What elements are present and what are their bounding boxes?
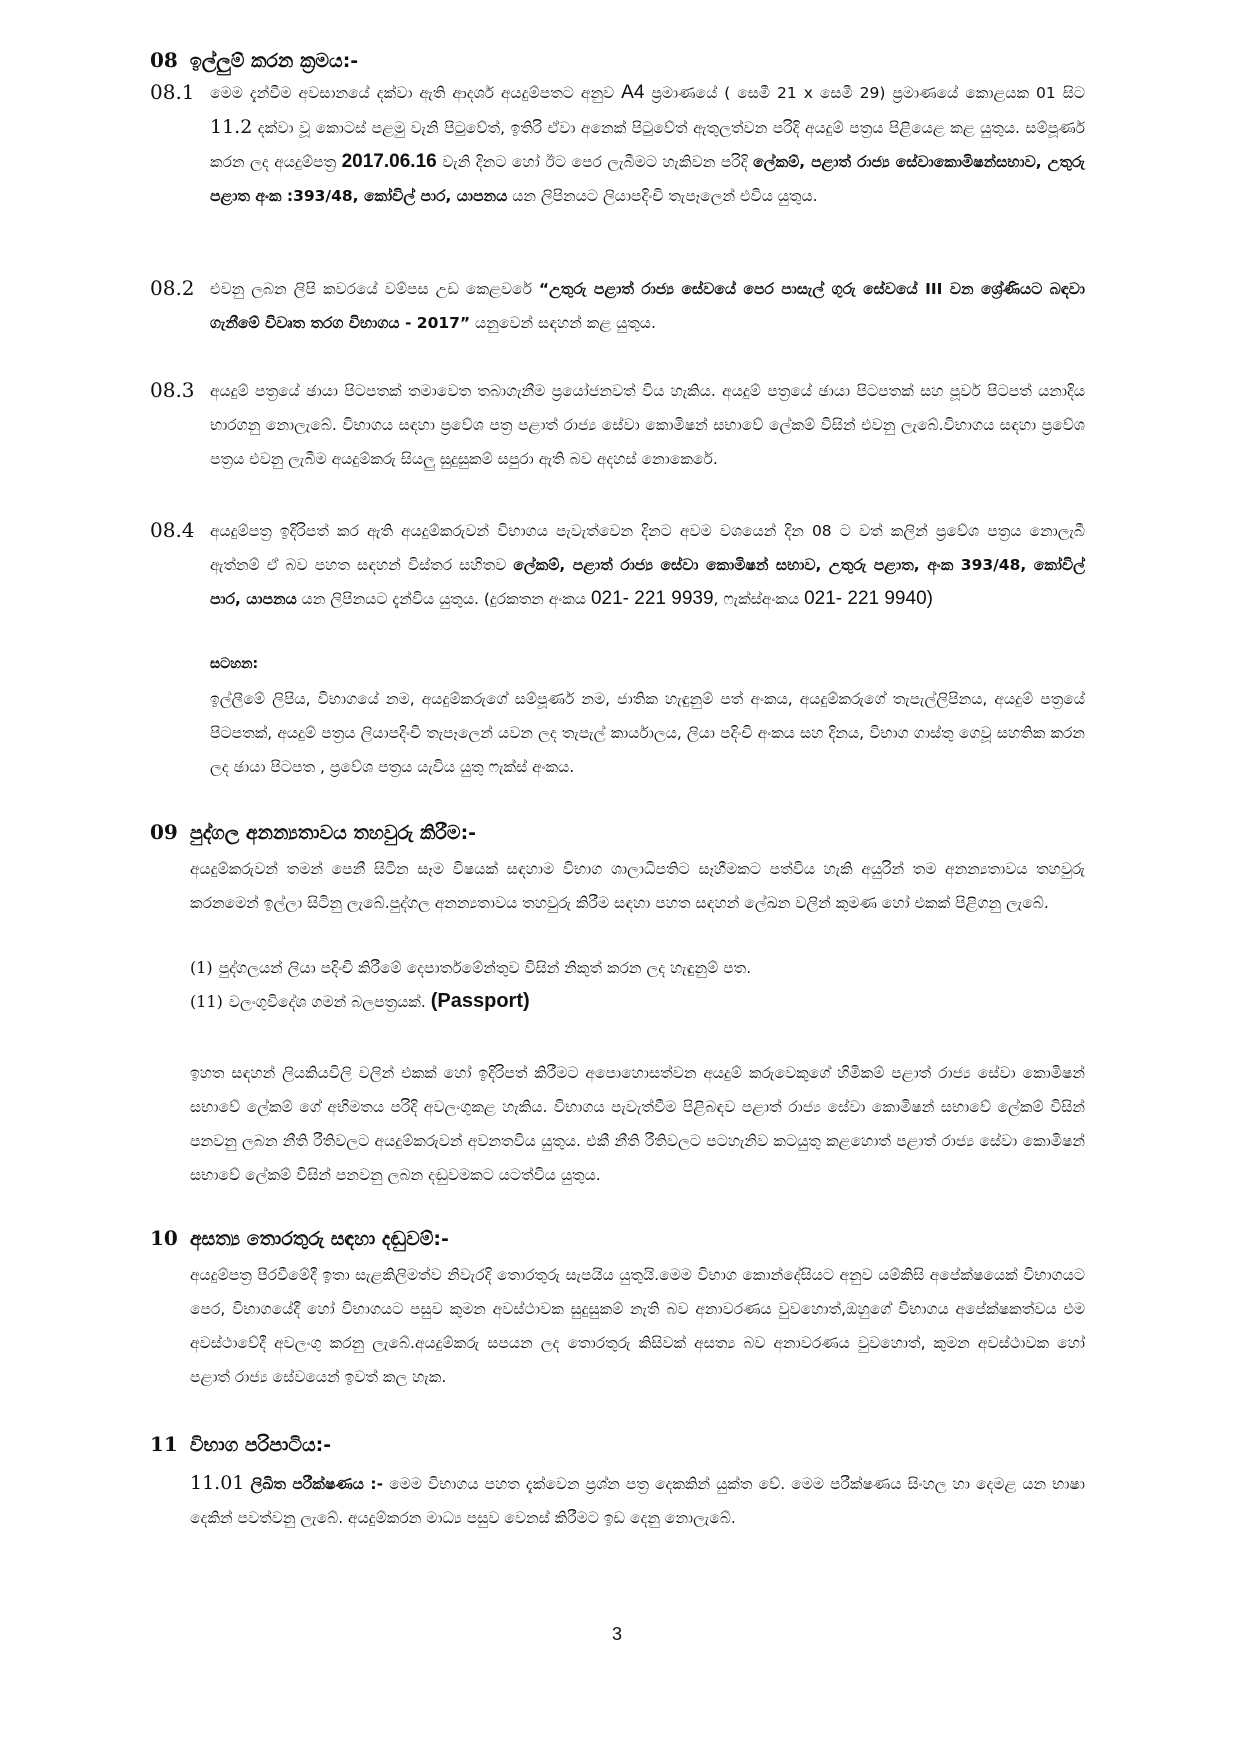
section-title: පුද්ගල අනන්‍යතාවය තහවුරු කිරීම:- xyxy=(189,822,477,844)
clause-number: 08.1 xyxy=(150,80,195,104)
clause-08-3-text: අයදුම් පත්‍රයේ ඡායා පිටපතක් තමාවෙත තබාගැනීම ප්‍රයෝජනවත් විය හැකිය. අයදුම් පත්‍රයේ ඡායා පිටපතක් සහ පූර්ව පිටපත් යනාදිය භාරගනු නොලැබේ. විභාගය සඳහා ප්‍රවේශ පත්‍ර පළාත් රාජ්‍ය සේවා කොමිෂන් සභාවේ ලේකම් විසින් එවනු ලැබේ.විභාගය සඳහා ප්‍රවේශ පත්‍රය එවනු ලැබීම අයදුම්කරු සියලු සුදුසුකම් සපුරා ඇති බව අදහස් නොකෙරේ. xyxy=(210,382,1085,468)
section-title: විභාග පරිපාටිය:- xyxy=(189,1434,332,1456)
section-number: 11 xyxy=(150,1432,178,1456)
clause-number: 08.2 xyxy=(150,276,195,300)
section-11-heading xyxy=(150,1432,331,1456)
section-10-heading xyxy=(150,1226,449,1250)
section-number: 10 xyxy=(150,1226,178,1250)
section-09-outro: ඉහත සඳහන් ලියකියවිලි වලින් එකක් හෝ ඉදිරිපත් කිරීමට අපොහොසත්වන අයදුම් කරුවෙකුගේ හිමිකම් පළාත් රාජ්‍ය සේවා කොමිෂන් සභාවේ ලේකම් ගේ අභිමතය පරිදි අවලංගුකළ හැකිය. විභාගය පැවැත්වීම පිළිබඳව පළාත් රාජ්‍ය සේවා කොමිෂන් සභාවේ ලේකම් විසින් පනවනු ලබන නීති රීතිවලට අයදුම්කරුවන් අවනතවිය යුතුය. එකී නීති රීතිවලට පටහැනිව කටයුතු කළහොත් පළාත් රාජ්‍ය සේවා කොමිෂන් සභාවේ ලේකම් විසින් පනවනු ලබන දඬුවමකට යටත්විය යුතුය. xyxy=(190,1064,1085,1184)
clause-number: 08.3 xyxy=(150,378,195,402)
section-11-text: 11.01 ලිඛිත පරීක්ෂණය :- මෙම විභාගය පහත දැක්වෙන ප්‍රශ්න පත්‍ර දෙකකින් යුක්ත වේ. මෙම පරීක්ෂණය සිංහල හා දෙමළ යන භාෂා දෙකින් පවත්වනු ලැබේ. අයදුම්කරන මාධ්‍ය පසුව වෙනස් කිරීමට ඉඩ දෙනු නොලැබේ. xyxy=(190,1472,1086,1527)
section-number: 09 xyxy=(150,820,178,844)
clause-08-1-text: මෙම දැන්වීම අවසානයේ දක්වා ඇති ආදර්ශ අයදුම්පතට අනුව A4 ප්‍රමාණයේ ( සෙමී 21 x සෙමී 29) ප්‍රමාණයේ කොළයක 01 සිට 11.2 දක්වා වූ කොටස් පළමු වැනි පිටුවේත්, ඉතිරි ඒවා අනෙක් පිටුවේත් ඇතුලත්වන පරිදි අයදුම් පත්‍රය පිළියෙළ කළ යුතුය. සම්පූර්ණ කරන ලද අයදුම්පත්‍ර 2017.06.16 වැනි දිනට හෝ ඊට පෙර ලැබීමට හැකිවන පරිදි ලේකම්, පළාත් රාජ්‍ය සේවාකොමිෂන්සභාව, උතුරු පළාත අංක :393/48, කෝවිල් පාර, යාපනය යන ලිපිනයට ලියාපදිංචි තැපෑලෙන් එවිය යුතුය. xyxy=(210,82,1085,205)
note-title: සටහන: xyxy=(210,656,259,672)
section-09-heading xyxy=(150,820,476,844)
list-item: (1) පුද්ගලයන් ලියා පදිංචි කිරීමේ දෙපාර්තමේන්තුව විසින් නිකුත් කරන ලද හැඳුනුම් පත. xyxy=(190,958,752,977)
section-08-heading xyxy=(150,48,358,72)
page-number: 3 xyxy=(612,1624,623,1644)
section-title: ඉල්ලුම් කරන ක්‍රමය:- xyxy=(189,50,359,72)
clause-number: 08.4 xyxy=(150,518,195,542)
section-number: 08 xyxy=(150,48,178,72)
list-item: (11) වලංගුවිදේශ ගමන් බලපත්‍රයක්. (Passport) xyxy=(190,990,530,1012)
section-10-text: අයදුම්පත්‍ර පිරවීමේදී ඉතා සැළකිලිමත්ව නිවැරදි තොරතුරු සැපයිය යුතුයි.මෙම විභාග කොන්දේසියට අනුව යම්කිසි අපේක්ෂයෙක් විභාගයට පෙර, විභාගයේදී හෝ විභාගයට පසුව කුමන අවස්ථාවක සුදුසුකම් නැති බව අනාවරණය වුවහොත්,ඔහුගේ විභාගය අපේක්ෂකත්වය එම අවස්ථාවේදී අවලංගු කරනු ලැබේ.අයදුම්කරු සපයන ලද තොරතුරු කිසිවක් අසත්‍ය බව අනාවරණය වුවහොත්, කුමන අවස්ථාවක හෝ පළාත් රාජ්‍ය සේවයෙන් ඉවත් කල හැක. xyxy=(190,1266,1085,1386)
section-title: අසත්‍ය තොරතුරු සඳහා දඬුවම්:- xyxy=(189,1228,449,1250)
clause-08-2-text: එවනු ලබන ලිපි කවරයේ වම්පස උඩ කෙළවරේ “උතුරු පළාත් රාජ්‍ය සේවයේ පෙර පාසැල් ගුරු සේවයේ III වන ශ්‍රේණියට බඳවා ගැනීමේ විවෘත තරග විභාගය - 2017” යනුවෙන් සඳහන් කළ යුතුය. xyxy=(210,280,1086,332)
clause-08-4-text: අයදුම්පත්‍ර ඉදිරිපත් කර ඇති අයදුම්කරුවන් විභාගය පැවැත්වෙන දිනට අවම වශයෙන් දින 08 ට වත් කලින් ප්‍රවේශ පත්‍රය නොලැබී ඇත්නම් ඒ බව පහත සඳහන් විස්තර සහිතව ලේකම්, පළාත් රාජ්‍ය සේවා කොමිෂන් සභාව, උතුරු පළාත, අංක 393/48, කෝවිල් පාර, යාපනය යන ලිපිනයට දැන්විය යුතුය. (දුරකතන අංකය 021- 221 9939, ෆැක්ස්අංකය 021- 221 9940) xyxy=(210,522,1085,609)
note-text: ඉල්ලීමේ ලිපිය, විභාගයේ නම, අයදුම්කරුගේ සම්පූර්ණ නම, ජාතික හැඳුනුම් පත් අංකය, අයදුම්කරුගේ තැපැල්ලිපිනය, අයදුම් පත්‍රයේ පිටපතක්, අයදුම් පත්‍රය ලියාපදිංචි තැපෑලෙන් යවන ලද තැපැල් කාර්යාලය, ලියා පදිංචි අංකය සහ දිනය, විභාග ගාස්තු ගෙවූ සහතික කරන ලද ඡායා පිටපත , ප්‍රවේශ පත්‍රය යැවිය යුතු ෆැක්ස් අංකය. xyxy=(210,690,1085,776)
section-09-intro: අයදුම්කරුවන් තමන් පෙනී සිටින සෑම විෂයක් සඳහාම විභාග ශාලාධිපතිට සෑහීමකට පත්විය හැකි අයුරින් තම අනන්‍යතාවය තහවුරු කරනමෙන් ඉල්ලා සිටිනු ලැබේ.පුද්ගල අනන්‍යතාවය තහවුරු කිරීම සඳහා පහත සඳහන් ලේඛන වලින් කුමණ හෝ එකක් පිළිගනු ලැබේ. xyxy=(190,860,1085,912)
